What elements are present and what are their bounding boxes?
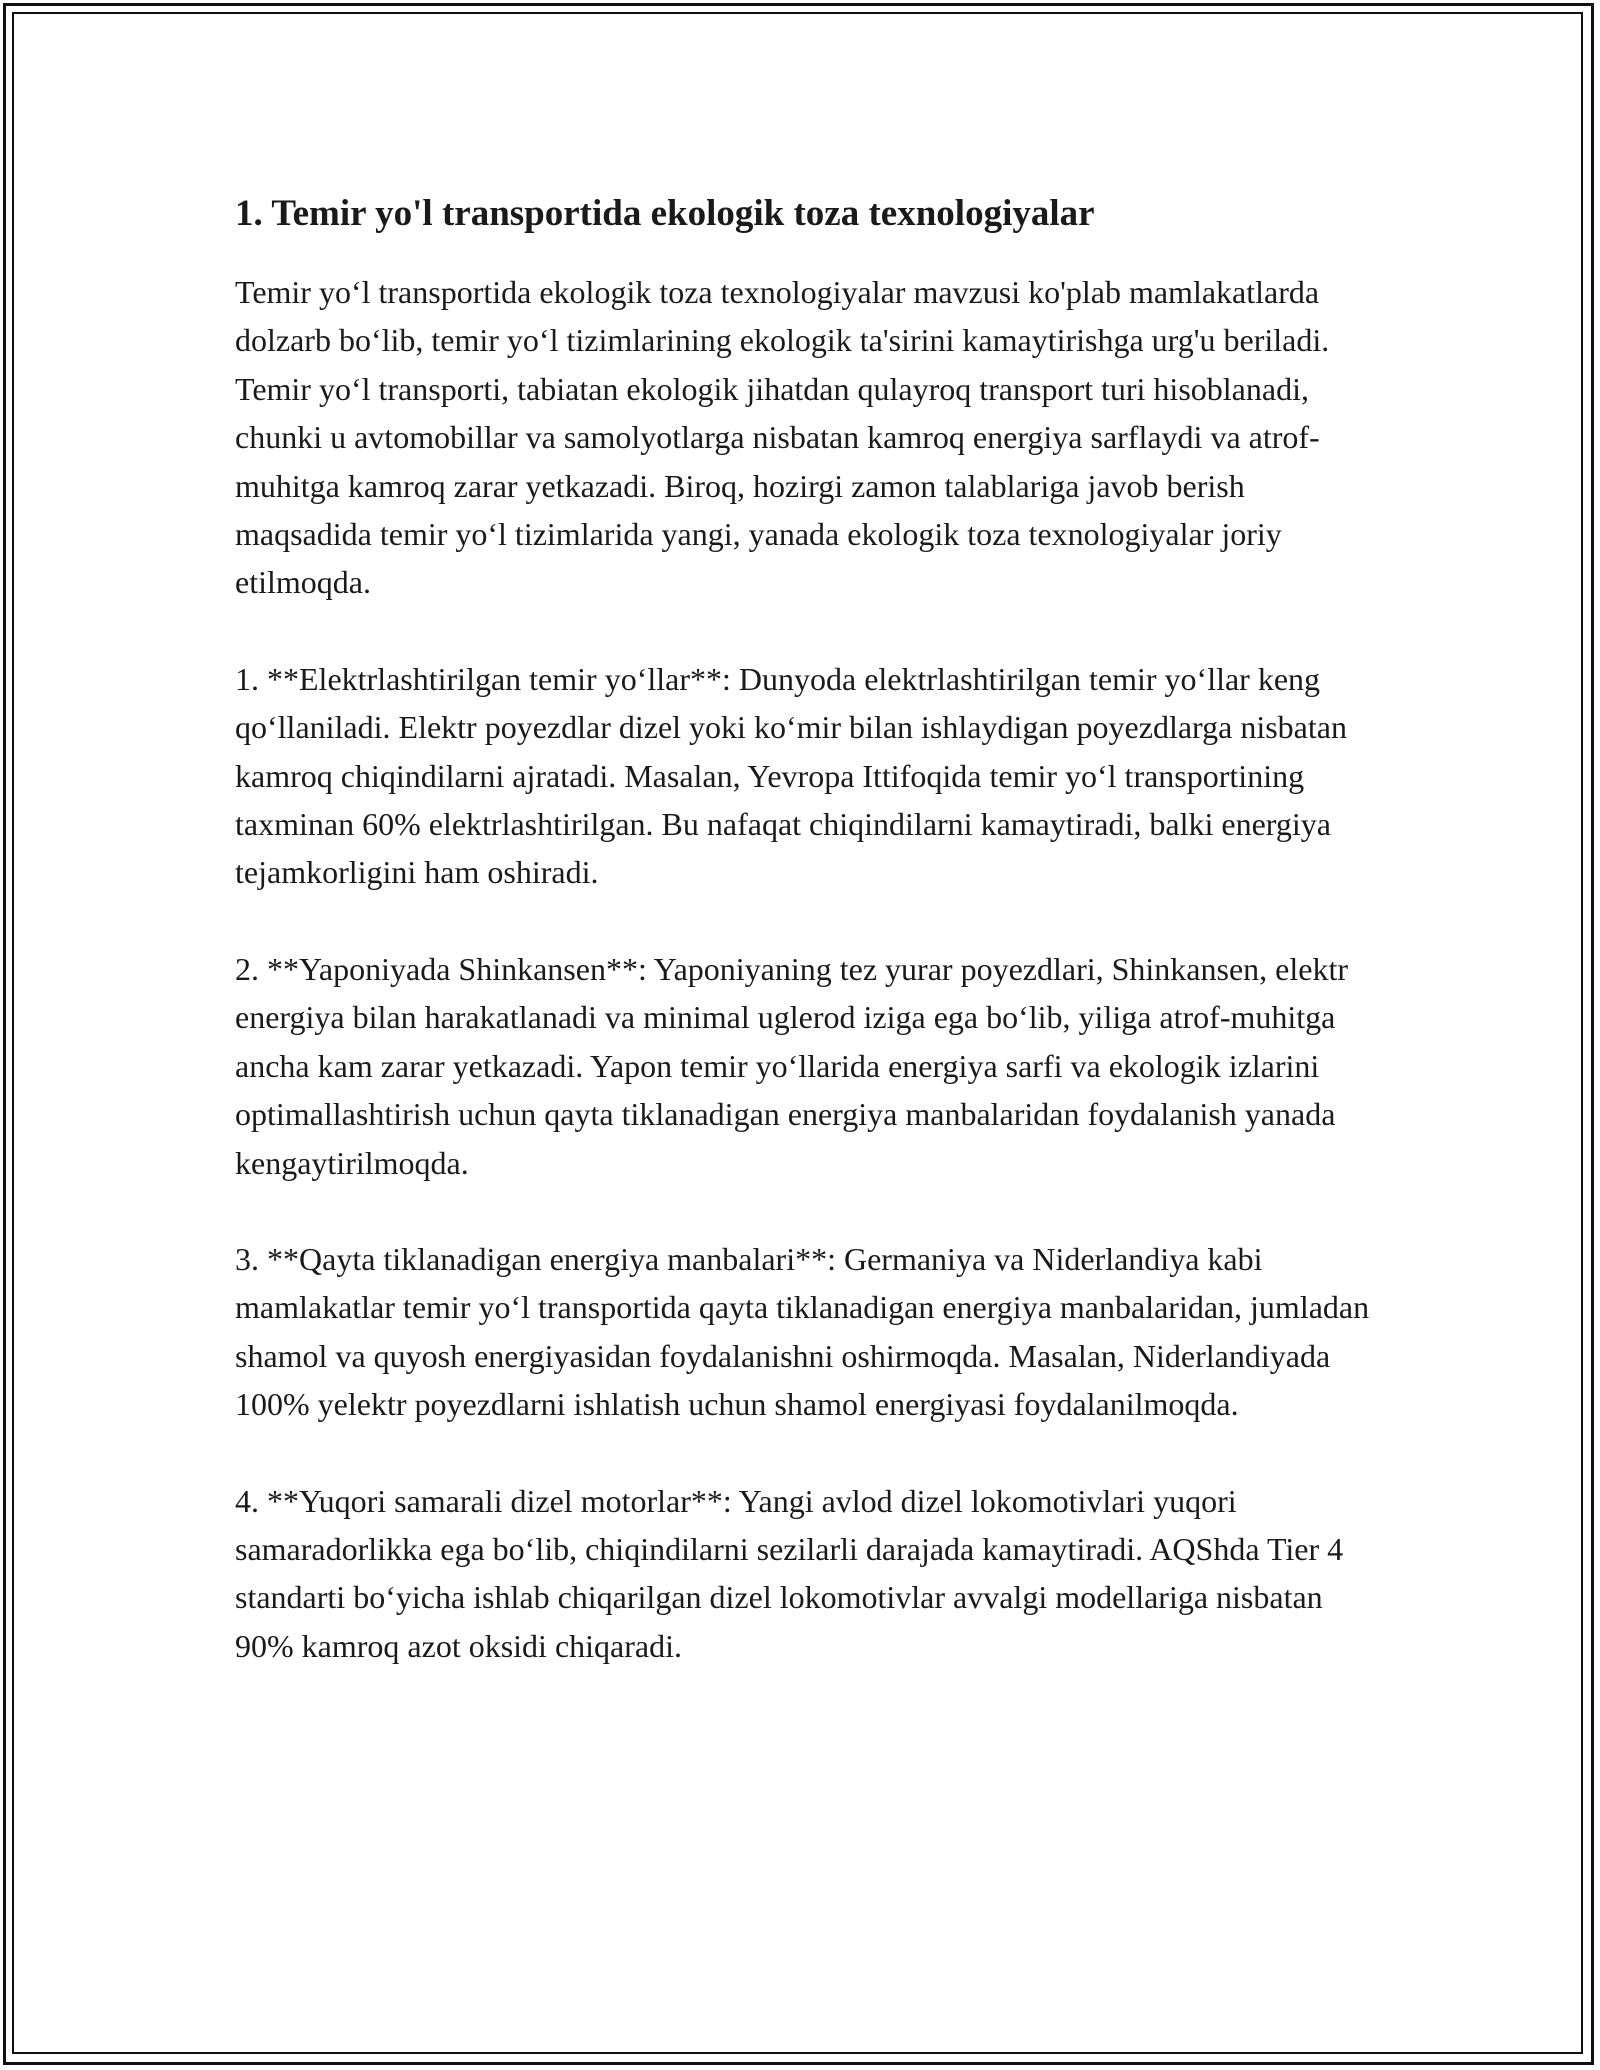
intro-paragraph: Temir yo‘l transportida ekologik toza texnologiyalar mavzusi ko'plab mamlakatlarda dolzarb bo‘lib, temir yo‘l tizimlarining ekologik ta'sirini kamaytirishga urg'u beriladi. Temir yo‘l transporti, tabiatan ekologik jihatdan qulayroq transport turi hisoblanadi, chunki u avtomobillar va samolyotlarga nisbatan kamroq energiya sarflaydi va atrof-muhitga kamroq zarar yetkazadi. Biroq, hozirgi zamon talablariga javob berish maqsadida temir yo‘l tizimlarida yangi, yanada ekologik toza texnologiyalar joriy etilmoqda. (235, 274, 1330, 601)
list-item-shinkansen: 2. **Yaponiyada Shinkansen**: Yaponiyaning tez yurar poyezdlari, Shinkansen, elektr energiya bilan harakatlanadi va minimal uglerod iziga ega bo‘lib, yiliga atrof-muhitga ancha kam zarar yetkazadi. Yapon temir yo‘llarida energiya sarfi va ekologik izlarini optimallashtirish uchun qayta tiklanadigan energiya manbalaridan foydalanish yanada kengaytirilmoqda. (235, 950, 1348, 1181)
list-item-electrified-railways: 1. **Elektrlashtirilgan temir yo‘llar**: Dunyoda elektrlashtirilgan temir yo‘llar keng qo‘llaniladi. Elektr poyezdlar dizel yoki ko‘mir bilan ishlaydigan poyezdlarga nisbatan kamroq chiqindilarni ajratadi. Masalan, Yevropa Ittifoqida temir yo‘l transportining taxminan 60% elektrlashtirilgan. Bu nafaqat chiqindilarni kamaytiradi, balki energiya tejamkorligini ham oshiradi. (235, 660, 1347, 891)
section-heading: 1. Temir yo'l transportida ekologik toza texnologiyalar (235, 193, 1095, 234)
document-body (235, 186, 1375, 1670)
list-item-diesel-motors: 4. **Yuqori samarali dizel motorlar**: Yangi avlod dizel lokomotivlari yuqori samaradorlikka ega bo‘lib, chiqindilarni sezilarli darajada kamaytiradi. AQShda Tier 4 standarti bo‘yicha ishlab chiqarilgan dizel lokomotivlar avvalgi modellariga nisbatan 90% kamroq azot oksidi chiqaradi. (235, 1482, 1344, 1664)
list-item-renewable-energy: 3. **Qayta tiklanadigan energiya manbalari**: Germaniya va Niderlandiya kabi mamlakatlar temir yo‘l transportida qayta tiklanadigan energiya manbalaridan, jumladan shamol va quyosh energiyasidan foydalanishni oshirmoqda. Masalan, Niderlandiyada 100% yelektr poyezdlarni ishlatish uchun shamol energiyasi foydalanilmoqda. (235, 1240, 1370, 1423)
